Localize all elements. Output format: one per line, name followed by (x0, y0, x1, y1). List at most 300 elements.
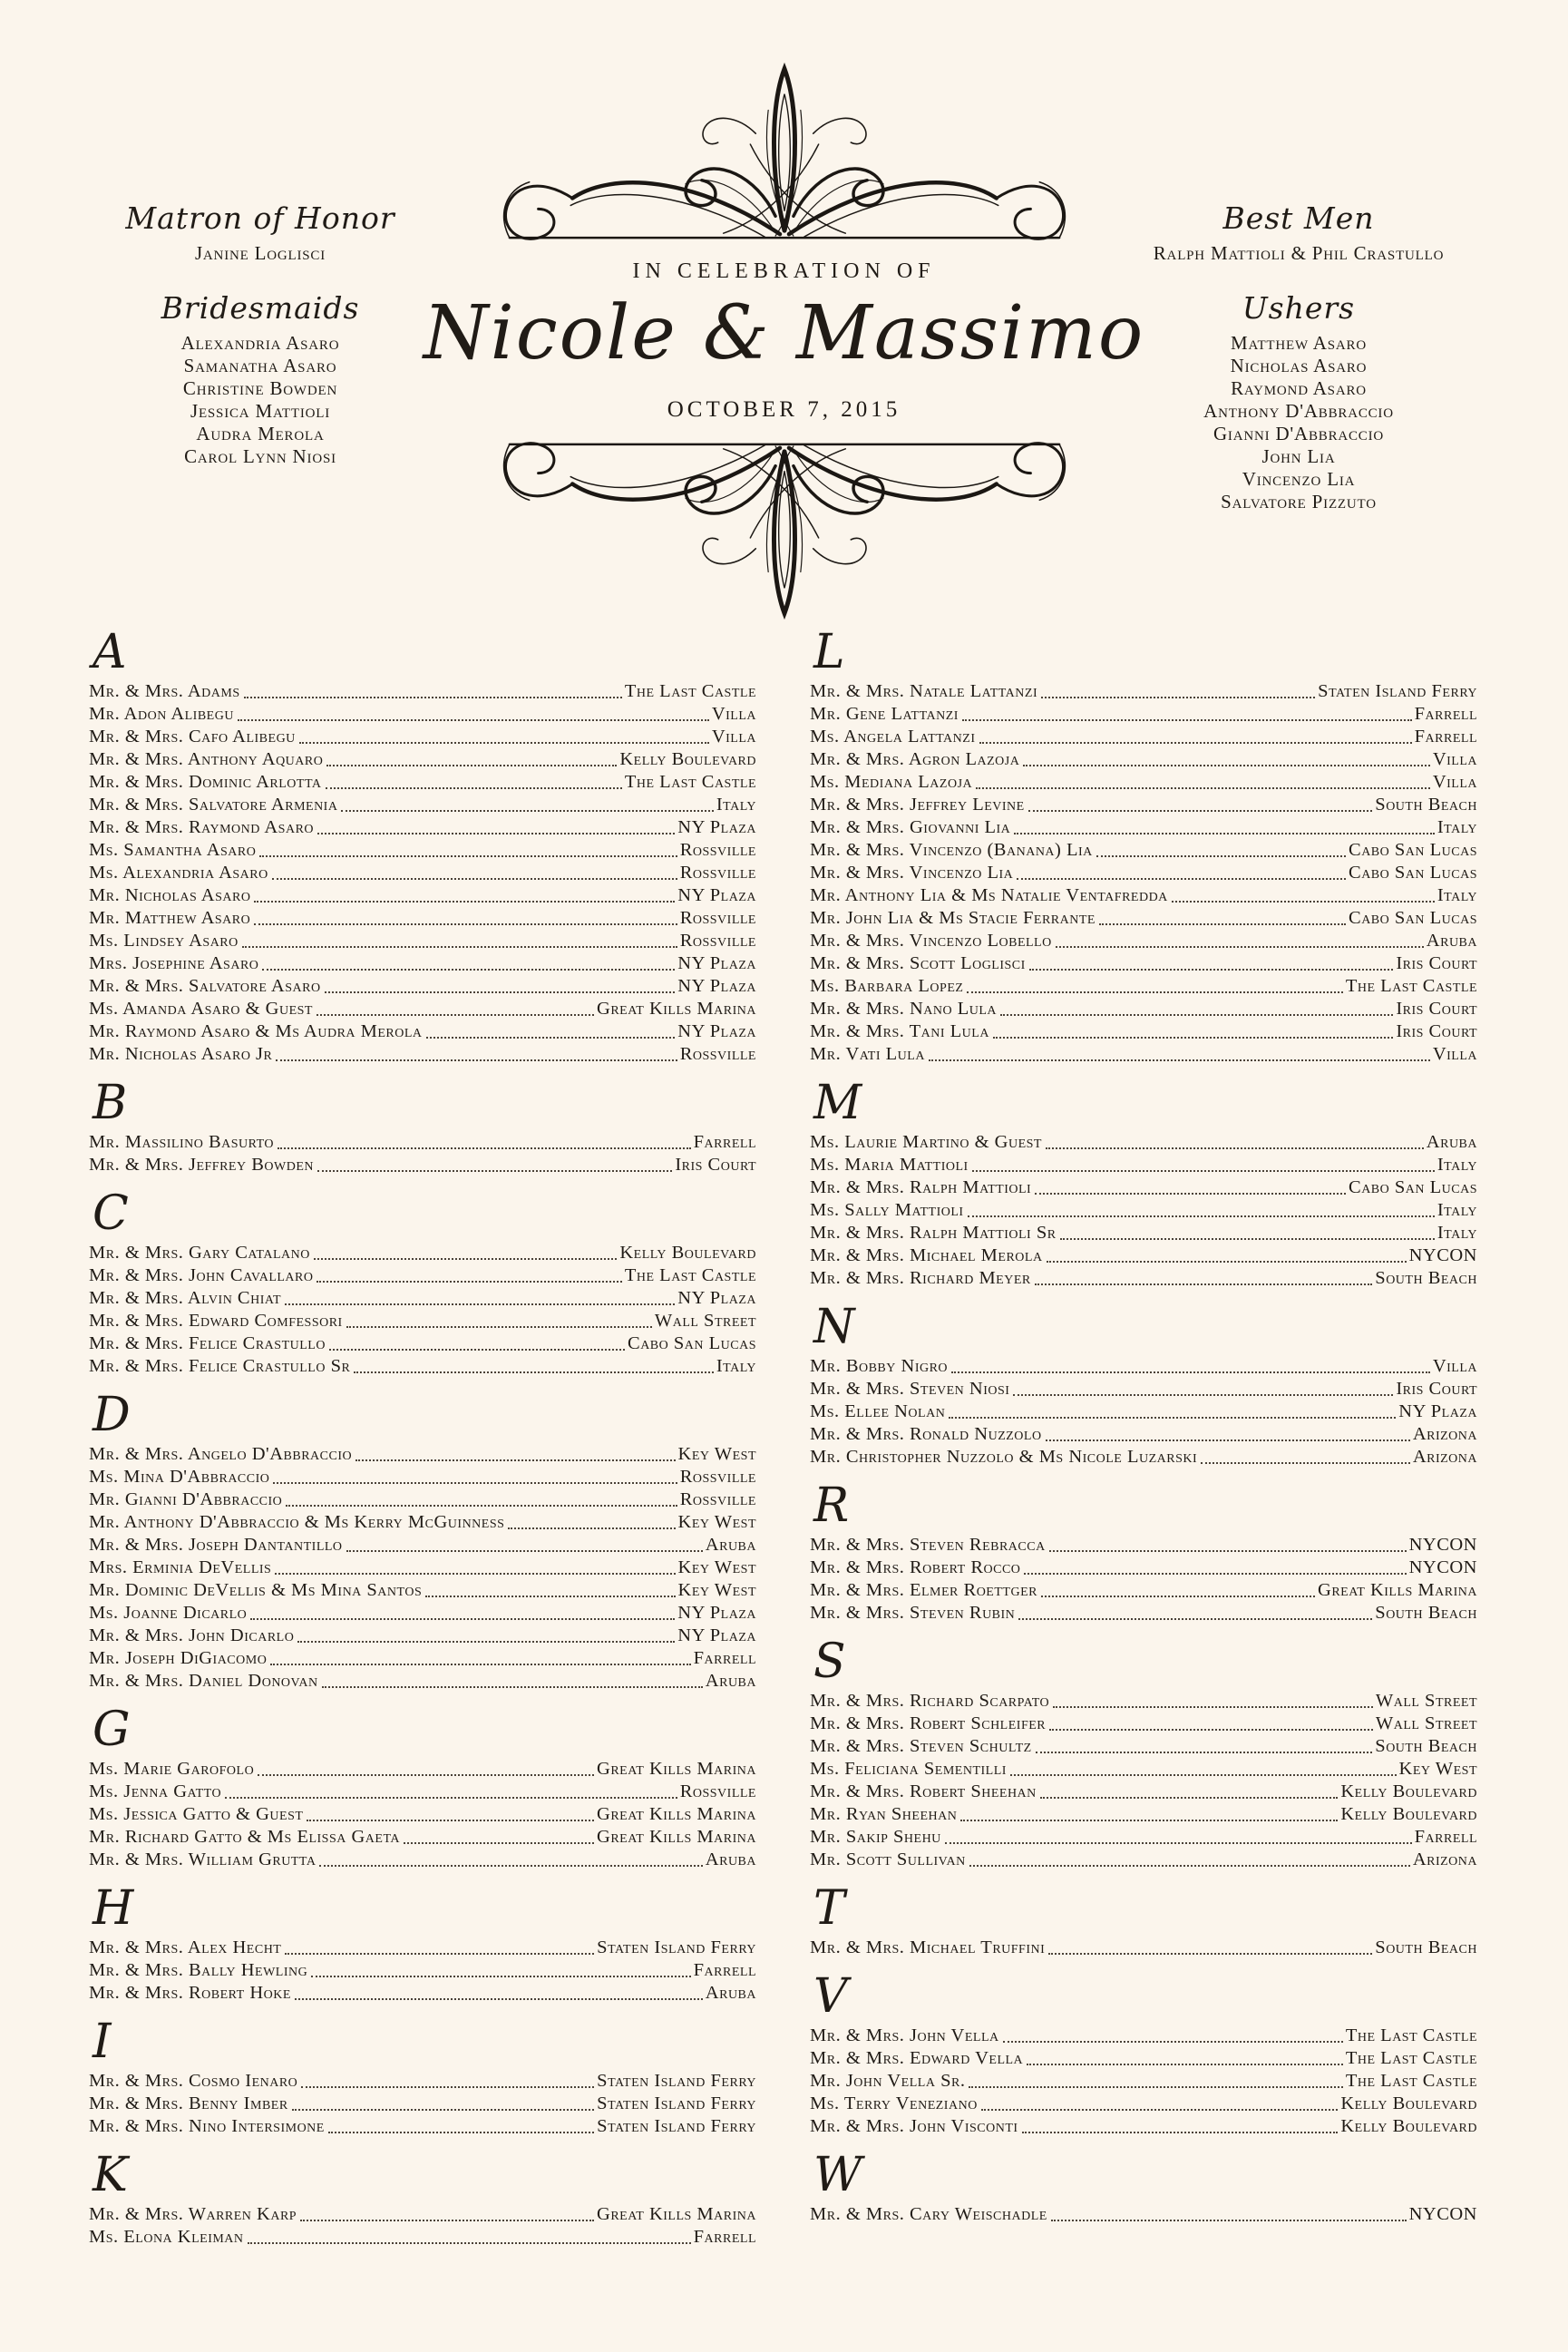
guest-name: Mr. John Lia & Ms Stacie Ferrante (810, 908, 1096, 928)
guest-name: Mr. & Mrs. Angelo D'Abbraccio (89, 1444, 353, 1464)
party-member-name: Janine Loglisci (194, 242, 326, 264)
guest-row (810, 1781, 1477, 1803)
flourish-ornament-top (492, 58, 1076, 249)
guest-name: Ms. Angela Lattanzi (810, 727, 976, 747)
dot-leader (317, 1014, 594, 1016)
guest-row (810, 1378, 1477, 1400)
section-letter: H (93, 1881, 134, 1936)
dot-leader (1046, 1147, 1424, 1149)
dot-leader (1049, 1729, 1373, 1731)
guest-row (89, 1131, 756, 1154)
guest-row (89, 1287, 756, 1310)
guest-name: Mr. Scott Sullivan (810, 1849, 966, 1869)
guest-row (89, 794, 756, 816)
dot-leader (1036, 1752, 1373, 1753)
dot-leader (297, 1641, 675, 1643)
section-letter: G (93, 1703, 131, 1757)
dot-leader (1060, 1238, 1435, 1240)
guest-name: Ms. Mina D'Abbraccio (89, 1467, 270, 1487)
guest-row (89, 998, 756, 1020)
guest-row (810, 1713, 1477, 1735)
table-name: Aruba (705, 1535, 756, 1555)
guest-section-g (89, 1703, 756, 1871)
dot-leader (295, 1998, 703, 2000)
guest-name: Mr. Anthony D'Abbraccio & Ms Kerry McGuinness (89, 1512, 505, 1532)
dot-leader (314, 1258, 617, 1260)
dot-leader (976, 787, 1430, 789)
guest-name: Mr. & Mrs. Ralph Mattioli Sr (810, 1223, 1057, 1243)
table-name: Staten Island Ferry (597, 2071, 756, 2091)
guest-name: Mr. & Mrs. Steven Rubin (810, 1603, 1016, 1623)
table-name: Staten Island Ferry (1318, 681, 1477, 701)
guest-name: Ms. Amanda Asaro & Guest (89, 999, 313, 1019)
guest-name: Ms. Jessica Gatto & Guest (89, 1804, 304, 1824)
table-name: Cabo San Lucas (1349, 840, 1477, 860)
table-name: Villa (1432, 1356, 1477, 1376)
table-name: Rossville (679, 931, 756, 951)
table-name: Farrell (1414, 1827, 1477, 1847)
guest-name: Mr. & Mrs. Felice Crastullo Sr (89, 1356, 351, 1376)
section-letter: T (813, 1881, 845, 1936)
dot-leader (273, 1482, 677, 1484)
table-name: Key West (677, 1580, 756, 1600)
guest-name: Mr. & Mrs. Robert Hoke (89, 1983, 291, 2003)
guest-row (810, 1803, 1477, 1826)
party-member-name: Anthony D'Abbraccio (1203, 400, 1394, 422)
guest-name: Mr. & Mrs. John Cavallaro (89, 1265, 314, 1285)
table-name: Villa (1432, 749, 1477, 769)
dot-leader (328, 2132, 594, 2133)
table-name: Great Kills Marina (597, 1804, 756, 1824)
table-name: Aruba (1426, 931, 1477, 951)
dot-leader (1022, 2132, 1339, 2133)
guest-row (810, 2025, 1477, 2047)
dot-leader (1023, 765, 1430, 766)
dot-leader (1014, 833, 1435, 834)
guest-name: Mr. & Mrs. Ronald Nuzzolo (810, 1424, 1042, 1444)
dot-leader (1000, 1014, 1393, 1016)
party-member-name: Ralph Mattioli & Phil Crastullo (1153, 242, 1445, 264)
section-letter: C (93, 1186, 129, 1241)
guest-name: Mr. & Mrs. Cafo Alibegu (89, 727, 296, 747)
party-member-name: Jessica Mattioli (190, 400, 331, 422)
dot-leader (1201, 1462, 1410, 1464)
table-name: Villa (711, 727, 756, 747)
section-letter: A (93, 625, 127, 679)
table-name: NYCON (1408, 1535, 1477, 1555)
dot-leader (949, 1417, 1396, 1419)
table-name: Iris Court (1396, 953, 1477, 973)
dot-leader (1040, 1797, 1339, 1799)
guest-name: Ms. Ellee Nolan (810, 1401, 946, 1421)
guest-name: Ms. Samantha Asaro (89, 840, 257, 860)
guest-name: Mr. Christopher Nuzzolo & Ms Nicole Luzarski (810, 1447, 1198, 1467)
guest-name: Mr. & Mrs. Agron Lazoja (810, 749, 1020, 769)
guest-column-left (89, 625, 756, 2263)
table-name: South Beach (1375, 795, 1477, 815)
guest-row (810, 1826, 1477, 1849)
guest-name: Mr. Sakip Shehu (810, 1827, 941, 1847)
dot-leader (242, 946, 677, 948)
section-letter: W (813, 2148, 862, 2202)
guest-name: Mr. & Mrs. Giovanni Lia (810, 817, 1011, 837)
dot-leader (967, 991, 1342, 993)
guest-name: Ms. Elona Kleiman (89, 2227, 244, 2247)
table-name: Farrell (693, 2227, 756, 2247)
table-name: Rossville (679, 840, 756, 860)
guest-row (810, 1758, 1477, 1781)
table-name: NY Plaza (677, 1288, 756, 1308)
table-name: NYCON (1408, 1557, 1477, 1577)
dot-leader (1099, 923, 1346, 925)
dot-leader (1013, 1394, 1393, 1396)
table-name: Aruba (705, 1671, 756, 1691)
party-member-name: Christine Bowden (182, 377, 338, 399)
dot-leader (1056, 946, 1424, 948)
table-name: Arizona (1412, 1447, 1477, 1467)
guest-section-d (89, 1388, 756, 1693)
dot-leader (285, 1303, 675, 1305)
dot-leader (254, 923, 677, 925)
guest-row (89, 884, 756, 907)
party-group (87, 200, 433, 265)
guest-row (810, 907, 1477, 930)
guest-name: Mr. & Mrs. Vincenzo Lia (810, 863, 1014, 883)
guest-name: Mr. & Mrs. Steven Niosi (810, 1379, 1010, 1399)
section-letter: M (813, 1076, 862, 1130)
guest-row (89, 1154, 756, 1176)
table-name: Farrell (1414, 727, 1477, 747)
table-name: NY Plaza (677, 976, 756, 996)
dot-leader (1018, 1618, 1372, 1620)
guest-row (89, 1557, 756, 1579)
guest-row (89, 1355, 756, 1378)
guest-row (810, 748, 1477, 771)
section-letter: D (93, 1388, 131, 1442)
dot-leader (341, 810, 713, 812)
guest-name: Mr. & Mrs. Edward Vella (810, 2048, 1024, 2068)
table-name: Italy (716, 795, 756, 815)
party-group (87, 289, 433, 468)
section-letter: S (813, 1635, 846, 1689)
guest-row (89, 862, 756, 884)
couple-names: Nicole & Massimo (423, 290, 1145, 376)
table-name: Villa (1432, 772, 1477, 792)
dot-leader (238, 719, 709, 721)
dot-leader (945, 1842, 1412, 1844)
guest-row (89, 1466, 756, 1488)
table-name: The Last Castle (1345, 2025, 1477, 2045)
guest-row (89, 1264, 756, 1287)
guest-section-t (810, 1881, 1477, 1959)
guest-row (89, 1781, 756, 1803)
table-name: The Last Castle (1345, 976, 1477, 996)
guest-name: Mr. & Mrs. Steven Schultz (810, 1736, 1032, 1756)
table-name: Key West (677, 1444, 756, 1464)
dot-leader (1041, 1596, 1315, 1597)
dot-leader (307, 1820, 594, 1821)
table-name: NY Plaza (677, 1625, 756, 1645)
guest-row (810, 930, 1477, 952)
guest-name: Mr. & Mrs. Vincenzo (Banana) Lia (810, 840, 1093, 860)
section-letter: V (813, 1969, 848, 2024)
guest-row (810, 1446, 1477, 1469)
celebration-label: IN CELEBRATION OF (632, 259, 936, 283)
party-member-name: Nicholas Asaro (1230, 355, 1368, 376)
guest-row (810, 1557, 1477, 1579)
party-role-title: Ushers (1242, 290, 1356, 326)
dot-leader (972, 1170, 1435, 1172)
table-name: Kelly Boulevard (1340, 2093, 1477, 2113)
guest-row (810, 884, 1477, 907)
guest-section-r (810, 1479, 1477, 1625)
guest-row (89, 2203, 756, 2226)
table-name: Iris Court (1396, 1021, 1477, 1041)
guest-row (89, 1670, 756, 1693)
dot-leader (1027, 2064, 1343, 2065)
table-name: Key West (677, 1512, 756, 1532)
party-role-title: Matron of Honor (125, 200, 395, 236)
guest-section-i (89, 2015, 756, 2138)
dot-leader (960, 1820, 1338, 1821)
party-member-name: Carol Lynn Niosi (184, 445, 336, 467)
guest-row (810, 1355, 1477, 1378)
guest-row (810, 952, 1477, 975)
dot-leader (1047, 1261, 1407, 1263)
event-date: OCTOBER 7, 2015 (667, 397, 901, 422)
guest-name: Mr. & Mrs. Robert Sheehan (810, 1781, 1037, 1801)
guest-row (89, 1488, 756, 1511)
dot-leader (1024, 1573, 1406, 1575)
guest-name: Mr. & Mrs. Alex Hecht (89, 1937, 282, 1957)
guest-name: Mr. & Mrs. Cary Weischadle (810, 2204, 1047, 2224)
table-name: Arizona (1412, 1849, 1477, 1869)
dot-leader (1172, 901, 1435, 903)
guest-row (89, 703, 756, 726)
guest-row (810, 2047, 1477, 2070)
guest-section-s (810, 1635, 1477, 1871)
dot-leader (929, 1059, 1430, 1061)
guest-name: Mr. Matthew Asaro (89, 908, 251, 928)
guest-name: Mr. & Mrs. Michael Merola (810, 1245, 1043, 1265)
wedding-party-right (1118, 200, 1479, 513)
guest-name: Mr. Vati Lula (810, 1044, 925, 1064)
dot-leader (300, 2220, 594, 2221)
table-name: Kelly Boulevard (1340, 1804, 1477, 1824)
guest-row (810, 1222, 1477, 1244)
guest-row (89, 952, 756, 975)
guest-row (89, 680, 756, 703)
dot-leader (278, 1147, 691, 1149)
dot-leader (346, 1550, 703, 1552)
guest-name: Ms. Marie Garofolo (89, 1759, 255, 1779)
section-letter: N (813, 1300, 855, 1354)
guest-name: Mr. Gene Lattanzi (810, 704, 959, 724)
table-name: Farrell (1414, 704, 1477, 724)
dot-leader (426, 1037, 676, 1039)
table-name: Rossville (679, 1781, 756, 1801)
dot-leader (1096, 855, 1346, 857)
guest-name: Ms. Sally Mattioli (810, 1200, 964, 1220)
guest-row (89, 975, 756, 998)
table-name: Staten Island Ferry (597, 2116, 756, 2136)
dot-leader (1010, 1774, 1397, 1776)
guest-row (89, 1937, 756, 1959)
guest-section-b (89, 1076, 756, 1176)
guest-row (89, 2093, 756, 2115)
table-name: NY Plaza (677, 885, 756, 905)
table-name: Villa (1432, 1044, 1477, 1064)
guest-section-w (810, 2148, 1477, 2226)
guest-name: Mr. & Mrs. Nino Intersimone (89, 2116, 325, 2136)
table-name: Kelly Boulevard (619, 749, 756, 769)
dot-leader (981, 2109, 1339, 2111)
dot-leader (259, 855, 677, 857)
guest-row (810, 726, 1477, 748)
guest-name: Mr. & Mrs. John Dicarlo (89, 1625, 295, 1645)
guest-name: Mr. & Mrs. Anthony Aquaro (89, 749, 324, 769)
table-name: Wall Street (1375, 1713, 1477, 1733)
guest-row (89, 1625, 756, 1647)
table-name: Great Kills Marina (597, 1759, 756, 1779)
party-member-name: Matthew Asaro (1231, 332, 1367, 354)
table-name: Cabo San Lucas (1349, 908, 1477, 928)
guest-name: Mr. & Mrs. Felice Crastullo (89, 1333, 326, 1353)
guest-name: Mr. & Mrs. Warren Karp (89, 2204, 297, 2224)
guest-name: Mr. & Mrs. John Visconti (810, 2116, 1018, 2136)
guest-row (89, 907, 756, 930)
guest-row (89, 1332, 756, 1355)
guest-row (810, 816, 1477, 839)
guest-row (810, 839, 1477, 862)
party-role-title: Best Men (1222, 200, 1375, 236)
table-name: Rossville (679, 908, 756, 928)
table-name: NY Plaza (677, 1021, 756, 1041)
guest-row (89, 1579, 756, 1602)
dot-leader (270, 1664, 690, 1665)
guest-name: Mr. Raymond Asaro & Ms Audra Merola (89, 1021, 423, 1041)
dot-leader (317, 1281, 621, 1283)
section-letter: K (93, 2148, 128, 2202)
party-member-name: Vincenzo Lia (1242, 468, 1356, 490)
table-name: The Last Castle (624, 1265, 756, 1285)
table-name: Key West (1398, 1759, 1477, 1779)
guest-row (810, 2093, 1477, 2115)
guest-section-a (89, 625, 756, 1066)
guest-row (89, 816, 756, 839)
table-name: The Last Castle (1345, 2048, 1477, 2068)
guest-name: Mr. Dominic DeVellis & Ms Mina Santos (89, 1580, 423, 1600)
table-name: Rossville (679, 1467, 756, 1487)
guest-row (810, 703, 1477, 726)
guest-row (810, 975, 1477, 998)
guest-section-l (810, 625, 1477, 1066)
table-name: Great Kills Marina (597, 1827, 756, 1847)
guest-row (810, 862, 1477, 884)
table-name: Kelly Boulevard (1340, 1781, 1477, 1801)
dot-leader (254, 901, 675, 903)
guest-name: Mr. & Mrs. Bally Hewling (89, 1960, 308, 1980)
dot-leader (326, 765, 617, 766)
guest-name: Mr. & Mrs. Jeffrey Bowden (89, 1155, 314, 1175)
dot-leader (1051, 2220, 1407, 2221)
guest-name: Mrs. Erminia DeVellis (89, 1557, 272, 1577)
guest-name: Mr. Bobby Nigro (810, 1356, 949, 1376)
guest-name: Mr. & Mrs. Elmer Roettger (810, 1580, 1037, 1600)
guest-name: Ms. Maria Mattioli (810, 1155, 969, 1175)
guest-name: Mr. & Mrs. Scott Loglisci (810, 953, 1026, 973)
guest-name: Mr. & Mrs. Joseph Dantantillo (89, 1535, 343, 1555)
guest-row (89, 2070, 756, 2093)
guest-row (810, 1176, 1477, 1199)
dot-leader (1017, 878, 1346, 880)
guest-row (89, 1959, 756, 1982)
guest-name: Mr. & Mrs. Richard Scarpato (810, 1691, 1050, 1711)
guest-row (810, 1400, 1477, 1423)
table-name: Arizona (1412, 1424, 1477, 1444)
table-name: The Last Castle (624, 772, 756, 792)
table-name: The Last Castle (1345, 2071, 1477, 2091)
table-name: Villa (711, 704, 756, 724)
guest-row (89, 839, 756, 862)
guest-name: Mr. Nicholas Asaro (89, 885, 251, 905)
table-name: Aruba (705, 1983, 756, 2003)
dot-leader (404, 1842, 594, 1844)
table-name: Rossville (679, 863, 756, 883)
dot-leader (1046, 1440, 1410, 1441)
guest-row (89, 1534, 756, 1557)
table-name: Aruba (1426, 1132, 1477, 1152)
section-letter: L (813, 625, 845, 679)
guest-name: Mr. & Mrs. Michael Truffini (810, 1937, 1046, 1957)
dot-leader (355, 1459, 675, 1461)
table-name: Italy (1437, 885, 1477, 905)
table-name: South Beach (1375, 1937, 1477, 1957)
guest-row (89, 1310, 756, 1332)
table-name: Iris Court (1396, 1379, 1477, 1399)
guest-name: Mr. Adon Alibegu (89, 704, 234, 724)
guest-name: Mr. Joseph DiGiacomo (89, 1648, 268, 1668)
dot-leader (1003, 2041, 1343, 2043)
guest-row (89, 1758, 756, 1781)
guest-section-c (89, 1186, 756, 1378)
guest-name: Mr. Nicholas Asaro Jr (89, 1044, 273, 1064)
section-letter: B (93, 1076, 128, 1130)
dot-leader (1048, 1953, 1372, 1955)
guest-row (810, 1579, 1477, 1602)
dot-leader (250, 1618, 675, 1620)
dot-leader (962, 719, 1412, 721)
guest-row (810, 2115, 1477, 2138)
guest-section-k (89, 2148, 756, 2249)
guest-name: Mr. & Mrs. Tani Lula (810, 1021, 989, 1041)
table-name: Wall Street (654, 1311, 756, 1331)
table-name: Rossville (679, 1489, 756, 1509)
table-name: Farrell (693, 1132, 756, 1152)
section-letter: I (93, 2015, 112, 2069)
guest-row (89, 1982, 756, 2005)
guest-name: Mr. & Mrs. Adams (89, 681, 240, 701)
guest-name: Ms. Jenna Gatto (89, 1781, 222, 1801)
guest-name: Mr. & Mrs. Edward Comfessori (89, 1311, 343, 1331)
table-name: Italy (1437, 1200, 1477, 1220)
guest-name: Mr. & Mrs. Alvin Chiat (89, 1288, 281, 1308)
dot-leader (285, 1953, 594, 1955)
table-name: NYCON (1408, 2204, 1477, 2224)
party-member-name: Audra Merola (196, 423, 325, 444)
guest-name: Mr. & Mrs. Robert Schleifer (810, 1713, 1047, 1733)
guest-row (810, 1735, 1477, 1758)
